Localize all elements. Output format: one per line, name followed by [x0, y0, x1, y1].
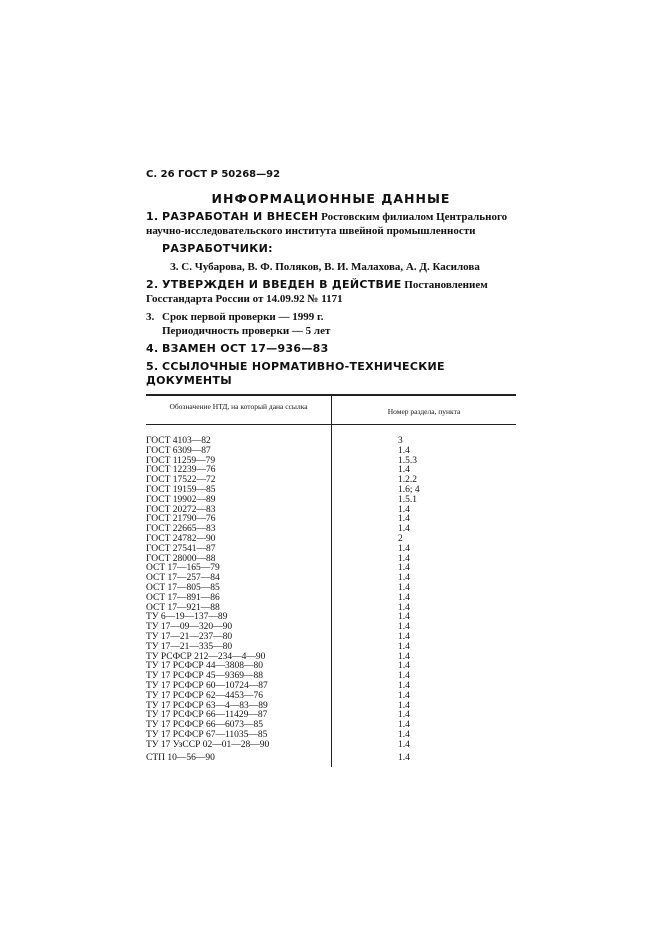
col2-values [332, 425, 420, 767]
cell-section: 2 [398, 533, 403, 544]
table-header [146, 396, 516, 425]
cell-section: 1.4 [398, 612, 410, 623]
cell-section: 1.4 [398, 582, 410, 593]
item-text: Постановлением Госстандарта России от 14.09.92 № 1171 [146, 279, 488, 305]
item-3 [146, 310, 516, 338]
cell-section: 1.4 [398, 504, 410, 515]
item-4 [146, 342, 516, 356]
cell-section: 1.4 [398, 592, 410, 603]
cell-section: 1.6; 4 [398, 484, 420, 495]
col1-values [146, 425, 332, 767]
cell-document: ГОСТ 28000—88 [146, 553, 216, 564]
item-number: 1. [146, 210, 159, 223]
item-1 [146, 210, 516, 238]
item-number: 5. [146, 360, 159, 373]
cell-document: ОСТ 17—257—84 [146, 573, 220, 584]
cell-document: ОСТ 17—891—86 [146, 592, 220, 603]
cell-section: 1.4 [398, 710, 410, 721]
cell-document: ГОСТ 19902—89 [146, 494, 216, 505]
cell-document: ТУ 17 РСФСР 66—6073—85 [146, 720, 264, 731]
cell-section: 1.4 [398, 622, 410, 633]
cell-document: ТУ 17—21—237—80 [146, 631, 233, 642]
page-title: ИНФОРМАЦИОННЫЕ ДАННЫЕ [211, 191, 451, 206]
item-text: Срок первой проверки — 1999 г. [162, 311, 324, 323]
cell-section: 1.4 [398, 700, 410, 711]
page-header: С. 26 ГОСТ Р 50268—92 [146, 169, 281, 180]
item-lead: ССЫЛОЧНЫЕ НОРМАТИВНО-ТЕХНИЧЕСКИЕ ДОКУМЕНТЫ [146, 360, 445, 387]
cell-section: 1.4 [398, 465, 410, 476]
developers: З. С. Чубарова, В. Ф. Поляков, В. И. Малахова, А. Д. Касилова [170, 261, 480, 273]
cell-document: ГОСТ 12239—76 [146, 465, 216, 476]
cell-section: 1.4 [398, 514, 410, 525]
cell-document: ТУ 17—09—320—90 [146, 622, 233, 633]
cell-section: 1.4 [398, 752, 410, 763]
table-body [146, 425, 516, 767]
cell-document: ТУ 6—19—137—89 [146, 612, 228, 623]
cell-section: 1.4 [398, 720, 410, 731]
cell-document: ТУ 17 РСФСР 62—4453—76 [146, 690, 264, 701]
cell-document: ОСТ 17—165—79 [146, 563, 220, 574]
document-body [146, 168, 516, 767]
cell-section: 1.4 [398, 729, 410, 740]
cell-section: 1.4 [398, 690, 410, 701]
cell-section: 1.4 [398, 641, 410, 652]
cell-document: ГОСТ 20272—83 [146, 504, 216, 515]
item-number: 4. [146, 342, 159, 355]
cell-document: ГОСТ 27541—87 [146, 543, 216, 554]
cell-document: ТУ 17 УзССР 02—01—28—90 [146, 739, 270, 750]
cell-document: СТП 10—56—90 [146, 752, 215, 763]
cell-section: 1.4 [398, 680, 410, 691]
cell-document: ГОСТ 4103—82 [146, 436, 211, 446]
cell-section: 1.4 [398, 543, 410, 554]
item-2 [146, 278, 516, 306]
item-lead: УТВЕРЖДЕН И ВВЕДЕН В ДЕЙСТВИЕ [162, 278, 402, 291]
cell-document: ТУ 17 РСФСР 66—11429—87 [146, 710, 268, 721]
cell-document: ОСТ 17—921—88 [146, 602, 220, 613]
cell-document: ГОСТ 11259—79 [146, 455, 216, 466]
cell-document: ТУ 17—21—335—80 [146, 641, 233, 652]
cell-document: ГОСТ 22665—83 [146, 524, 216, 535]
cell-document: ГОСТ 24782—90 [146, 533, 216, 544]
cell-section: 1.5.1 [398, 494, 417, 505]
cell-section: 1.2.2 [398, 475, 417, 486]
item-lead: РАЗРАБОТАН И ВНЕСЕН [162, 210, 319, 223]
item-lead: ВЗАМЕН ОСТ 17—936—83 [162, 342, 329, 355]
cell-section: 1.4 [398, 739, 410, 750]
cell-section: 1.4 [398, 651, 410, 662]
cell-section: 1.4 [398, 563, 410, 574]
cell-document: ГОСТ 19159—85 [146, 484, 216, 495]
cell-section: 1.4 [398, 573, 410, 584]
cell-document: ГОСТ 21790—76 [146, 514, 216, 525]
item-text: Ростовским филиалом Центрального научно-исследовательского института швейной промышленности [146, 211, 508, 237]
cell-section: 1.4 [398, 661, 410, 672]
col1-header: Обозначение НТД, на который дана ссылка [146, 396, 332, 424]
cell-document: ТУ РСФСР 212—234—4—90 [146, 651, 266, 662]
cell-section: 1.4 [398, 445, 410, 456]
item-number: 2. [146, 278, 159, 291]
developers-label: РАЗРАБОТЧИКИ: [162, 242, 273, 255]
item-5 [146, 360, 516, 388]
cell-document: ТУ 17 РСФСР 63—4—83—89 [146, 700, 268, 711]
cell-document: ГОСТ 6309—87 [146, 445, 211, 456]
cell-section: 1.4 [398, 631, 410, 642]
cell-section: 1.4 [398, 602, 410, 613]
item-text: Периодичность проверки — 5 лет [162, 325, 331, 337]
cell-document: ТУ 17 РСФСР 67—11035—85 [146, 729, 268, 740]
cell-document: ГОСТ 17522—72 [146, 475, 216, 486]
cell-section: 1.4 [398, 553, 410, 564]
cell-section: 1.4 [398, 671, 410, 682]
cell-section: 1.4 [398, 524, 410, 535]
references-table [146, 394, 516, 767]
cell-document: ТУ 17 РСФСР 44—3808—80 [146, 661, 264, 672]
cell-section: 3 [398, 436, 403, 446]
cell-document: ТУ 17 РСФСР 60—10724—87 [146, 680, 268, 691]
col2-header: Номер раздела, пункта [387, 407, 461, 416]
cell-document: ТУ 17 РСФСР 45—9369—88 [146, 671, 264, 682]
item-number: 3. [146, 311, 155, 323]
cell-section: 1.5.3 [398, 455, 417, 466]
cell-document: ОСТ 17—805—85 [146, 582, 220, 593]
